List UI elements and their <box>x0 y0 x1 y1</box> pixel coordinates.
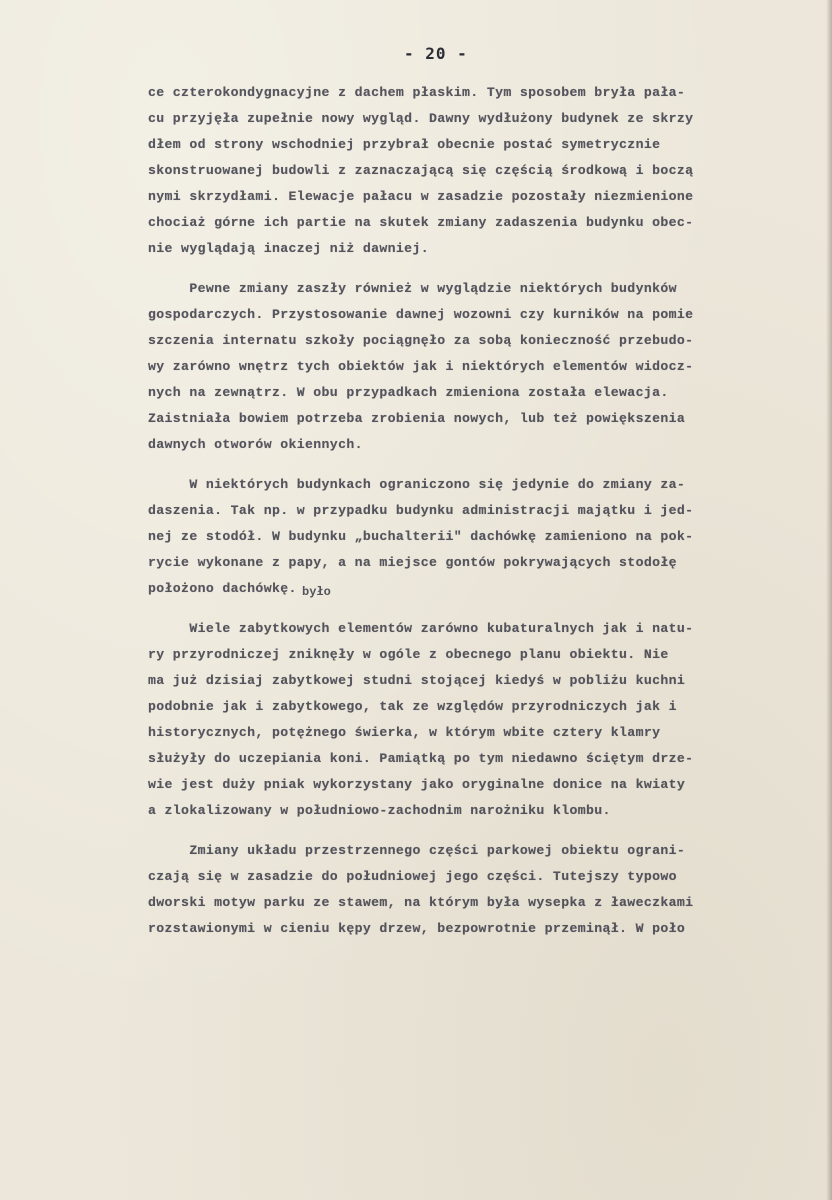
text-line: skonstruowanej budowli z zaznaczającą się częścią środkową i boczą <box>148 163 694 178</box>
text-line: szczenia internatu szkoły pociągnęło za sobą konieczność przebudo- <box>148 333 694 348</box>
text-line: położono dachówkę. <box>148 581 297 596</box>
paragraph-gap <box>148 458 832 472</box>
page-number: - 20 - <box>404 44 468 63</box>
handwritten-insertion: było <box>302 585 331 599</box>
text-line: ce czterokondygnacyjne z dachem płaskim. Tym sposobem bryła pała- <box>148 85 686 100</box>
text-line: rozstawionymi w cieniu kępy drzew, bezpowrotnie przeminął. W poło <box>148 921 686 936</box>
text-line: podobnie jak i zabytkowego, tak ze względów przyrodniczych jak i <box>148 699 677 714</box>
text-line: daszenia. Tak np. w przypadku budynku administracji majątku i jed- <box>148 503 694 518</box>
text-line: a zlokalizowany w południowo-zachodnim narożniku klombu. <box>148 803 611 818</box>
text-line: W niektórych budynkach ograniczono się jedynie do zmiany za- <box>148 477 686 492</box>
text-line: nej ze stodół. W budynku „buchalterii" dachówkę zamieniono na pok- <box>148 529 694 544</box>
paragraph-gap <box>148 602 832 616</box>
body-text <box>148 80 832 942</box>
text-line: wie jest duży pniak wykorzystany jako oryginalne donice na kwiaty <box>148 777 686 792</box>
text-line: wy zarówno wnętrz tych obiektów jak i niektórych elementów widocz- <box>148 359 694 374</box>
text-line: służyły do uczepiania koni. Pamiątką po tym niedawno ściętym drze- <box>148 751 694 766</box>
text-line: dworski motyw parku ze stawem, na którym była wysepka z ławeczkami <box>148 895 694 910</box>
text-line: nie wyglądają inaczej niż dawniej. <box>148 241 429 256</box>
text-line: dłem od strony wschodniej przybrał obecnie postać symetrycznie <box>148 137 661 152</box>
text-line: Wiele zabytkowych elementów zarówno kubaturalnych jak i natu- <box>148 621 694 636</box>
text-line: chociaż górne ich partie na skutek zmiany zadaszenia budynku obec- <box>148 215 694 230</box>
text-line: historycznych, potężnego świerka, w którym wbite cztery klamry <box>148 725 661 740</box>
text-line: Zaistniała bowiem potrzeba zrobienia nowych, lub też powiększenia <box>148 411 686 426</box>
paragraph-gap <box>148 262 832 276</box>
paragraph-gap <box>148 824 832 838</box>
text-line: Zmiany układu przestrzennego części parkowej obiektu ograni- <box>148 843 686 858</box>
text-line: dawnych otworów okiennych. <box>148 437 363 452</box>
text-line: czają się w zasadzie do południowej jego części. Tutejszy typowo <box>148 869 677 884</box>
text-line: rycie wykonane z papy, a na miejsce gontów pokrywających stodołę <box>148 555 677 570</box>
text-line: Pewne zmiany zaszły również w wyglądzie niektórych budynków <box>148 281 677 296</box>
text-line: nych na zewnątrz. W obu przypadkach zmieniona została elewacja. <box>148 385 669 400</box>
text-line: gospodarczych. Przystosowanie dawnej wozowni czy kurników na pomie <box>148 307 694 322</box>
text-line: ma już dzisiaj zabytkowej studni stojącej kiedyś w pobliżu kuchni <box>148 673 686 688</box>
text-line: cu przyjęła zupełnie nowy wygląd. Dawny wydłużony budynek ze skrzy <box>148 111 694 126</box>
text-line: nymi skrzydłami. Elewacje pałacu w zasadzie pozostały niezmienione <box>148 189 694 204</box>
text-line: ry przyrodniczej zniknęły w ogóle z obecnego planu obiektu. Nie <box>148 647 669 662</box>
